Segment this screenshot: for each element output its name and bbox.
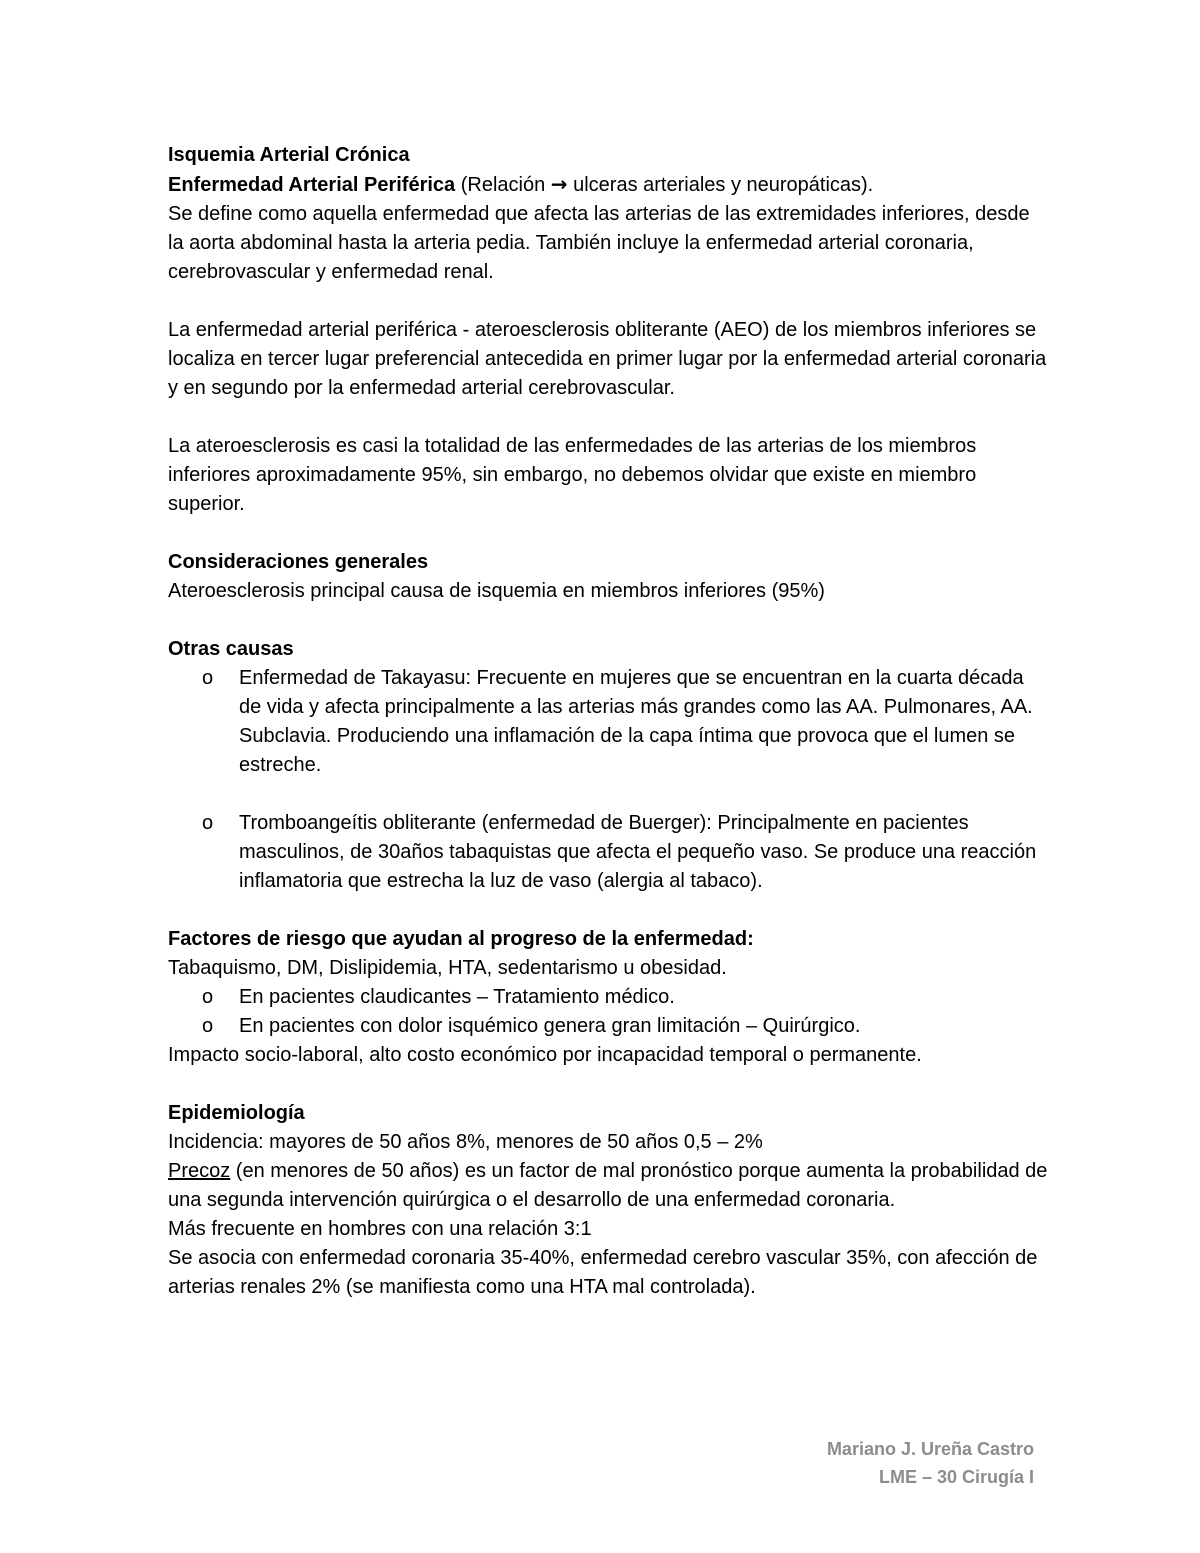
document-title: Isquemia Arterial Crónica: [168, 144, 410, 166]
list-item-text: Tromboangeítis obliterante (enfermedad de Buerger): Principalmente en pacientes masculinos, de 30años tabaquistas que afecta el pequeño vaso. Se produce una reacción inflamatoria que estrecha la luz de vaso (alergia al tabaco).: [239, 812, 1037, 892]
risk-factors-list: [168, 983, 1048, 1041]
precoz-paragraph: [168, 1157, 1048, 1215]
subtitle-post-arrow: ulceras arteriales y neuropáticas).: [567, 174, 874, 196]
document-body: [168, 141, 1048, 1302]
bullet-icon: o: [202, 986, 214, 1008]
spacer: [168, 1070, 1048, 1099]
subtitle-pre-arrow: (Relación: [455, 174, 551, 196]
list-item-text: En pacientes claudicantes – Tratamiento médico.: [239, 986, 675, 1008]
risk-impact-text: Impacto socio-laboral, alto costo económico por incapacidad temporal o permanente.: [168, 1044, 922, 1066]
spacer: [168, 606, 1048, 635]
considerations-text: Ateroesclerosis principal causa de isquemia en miembros inferiores (95%): [168, 580, 825, 602]
incidence-text: Incidencia: mayores de 50 años 8%, menores de 50 años 0,5 – 2%: [168, 1131, 763, 1153]
list-item: [202, 1012, 1048, 1041]
precoz-label: Precoz: [168, 1160, 231, 1182]
bullet-icon: o: [202, 812, 214, 834]
page-footer: [827, 1435, 1034, 1491]
spacer: [168, 403, 1048, 432]
other-causes-heading: Otras causas: [168, 638, 294, 660]
subtitle-bold: Enfermedad Arterial Periférica: [168, 174, 456, 196]
spacer: [168, 896, 1048, 925]
paragraph-aeo: La enfermedad arterial periférica - ateroesclerosis obliterante (AEO) de los miembros inferiores se localiza en tercer lugar preferencial antecedida en primer lugar por la enfermedad arterial coronaria y en segundo por la enfermedad arterial cerebrovascular.: [168, 319, 1047, 399]
considerations-heading: Consideraciones generales: [168, 551, 429, 573]
precoz-text: (en menores de 50 años) es un factor de mal pronóstico porque aumenta la probabilidad de una segunda intervención quirúrgica o el desarrollo de una enfermedad coronaria.: [168, 1160, 1048, 1211]
subtitle-line: [168, 170, 1048, 200]
list-item-text: En pacientes con dolor isquémico genera gran limitación – Quirúrgico.: [239, 1015, 861, 1037]
risk-factors-text: Tabaquismo, DM, Dislipidemia, HTA, sedentarismo u obesidad.: [168, 957, 727, 979]
epidemiology-heading: Epidemiología: [168, 1102, 305, 1124]
intro-paragraph: Se define como aquella enfermedad que afecta las arterias de las extremidades inferiores, desde la aorta abdominal hasta la arteria pedia. También incluye la enfermedad arterial coronaria, cerebrovascular y enfermedad renal.: [168, 203, 1030, 283]
bullet-icon: o: [202, 667, 214, 689]
risk-factors-heading: Factores de riesgo que ayudan al progreso de la enfermedad:: [168, 928, 754, 950]
other-causes-list: [168, 664, 1048, 896]
list-item-text: Enfermedad de Takayasu: Frecuente en mujeres que se encuentran en la cuarta década de vida y afecta principalmente a las arterias más grandes como las AA. Pulmonares, AA. Subclavia. Produciendo una inflamación de la capa íntima que provoca que el lumen se estreche.: [239, 667, 1033, 776]
spacer: [168, 519, 1048, 548]
list-item: [202, 809, 1048, 896]
list-item: [202, 983, 1048, 1012]
footer-author: Mariano J. Ureña Castro: [826, 1439, 1034, 1459]
footer-course: LME – 30 Cirugía I: [878, 1467, 1034, 1487]
arrow-icon: →: [550, 172, 568, 196]
spacer: [168, 287, 1048, 316]
paragraph-ateroesclerosis: La ateroesclerosis es casi la totalidad de las enfermedades de las arterias de los miembros inferiores aproximadamente 95%, sin embargo, no debemos olvidar que existe en miembro superior.: [168, 435, 977, 515]
association-text: Se asocia con enfermedad coronaria 35-40%, enfermedad cerebro vascular 35%, con afección de arterias renales 2% (se manifiesta como una HTA mal controlada).: [168, 1247, 1038, 1298]
list-item: [202, 664, 1048, 780]
bullet-icon: o: [202, 1015, 214, 1037]
gender-text: Más frecuente en hombres con una relación 3:1: [168, 1218, 592, 1240]
